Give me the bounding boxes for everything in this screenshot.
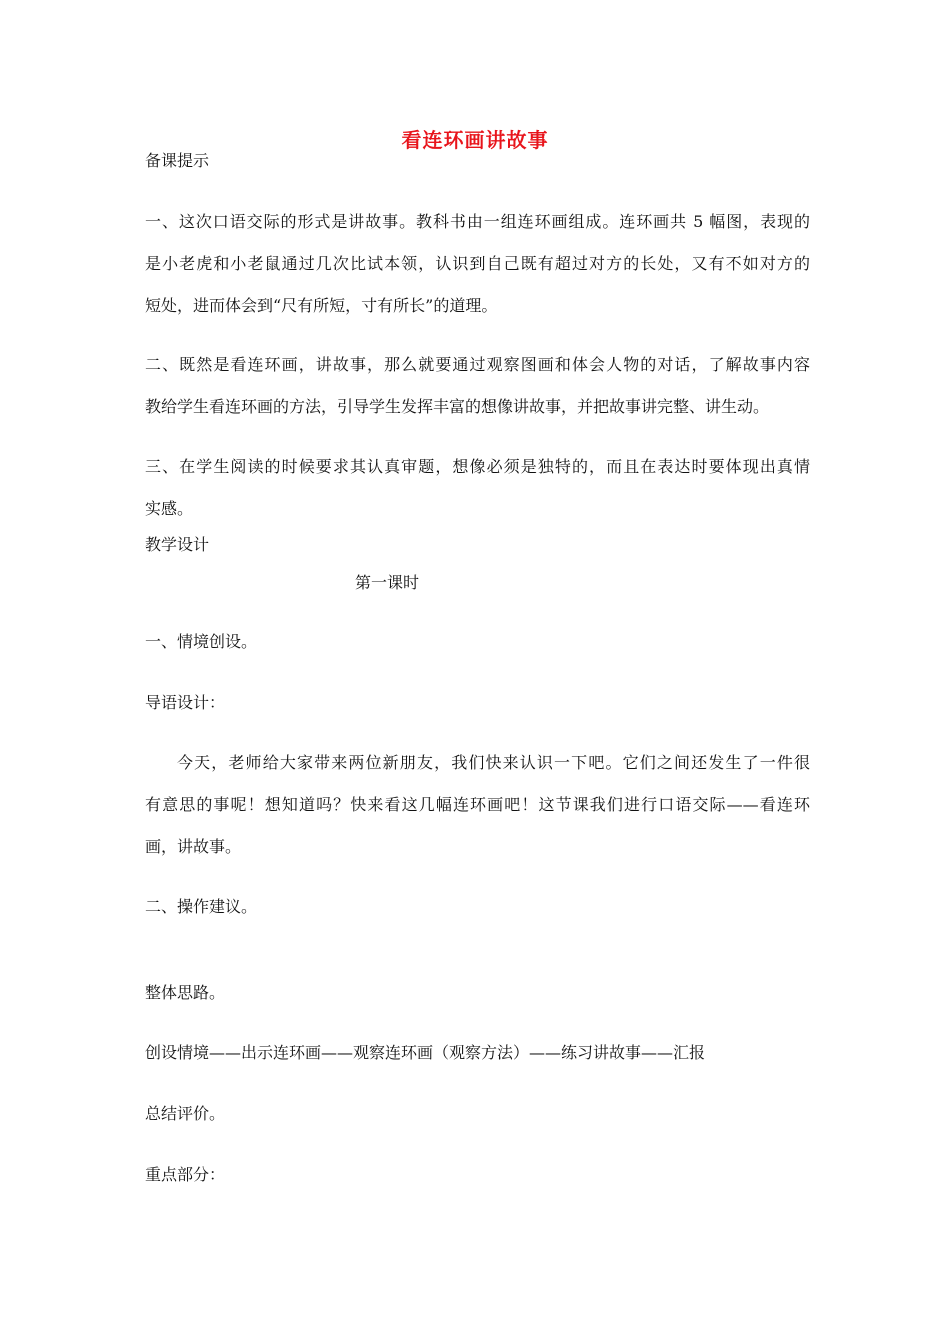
intro-para-line3: 画，讲故事。 [145, 837, 242, 856]
para3-line1: 三、在学生阅读的时候要求其认真审题，想像必须是独特的，而且在表达时要体现出真情 [145, 457, 810, 476]
key-label: 重点部分： [145, 1165, 226, 1184]
document-title: 看连环画讲故事 [401, 128, 549, 152]
section1-heading: 一、情境创设。 [145, 632, 258, 651]
para1-line1: 一、这次口语交际的形式是讲故事。教科书由一组连环画组成。连环画共 5 幅图，表现的 [145, 212, 810, 231]
lesson-label: 第一课时 [355, 573, 420, 592]
section2-heading: 二、操作建议。 [145, 897, 258, 916]
para1-line2: 是小老虎和小老鼠通过几次比试本领，认识到自己既有超过对方的长处，又有不如对方的 [145, 254, 810, 273]
para2-line2: 教给学生看连环画的方法，引导学生发挥丰富的想像讲故事，并把故事讲完整、讲生动。 [145, 397, 770, 416]
intro-label: 导语设计： [145, 693, 226, 712]
summary-line: 总结评价。 [145, 1104, 226, 1123]
para2-line1: 二、既然是看连环画，讲故事，那么就要通过观察图画和体会人物的对话，了解故事内容 [145, 355, 810, 374]
overall-label: 整体思路。 [145, 983, 226, 1002]
para1-line3: 短处，进而体会到“尺有所短，寸有所长”的道理。 [145, 296, 498, 315]
flow-line: 创设情境——出示连环画——观察连环画（观察方法）——练习讲故事——汇报 [145, 1043, 706, 1062]
design-heading: 教学设计 [145, 535, 210, 554]
para3-line2: 实感。 [145, 499, 194, 518]
intro-para-line2: 有意思的事呢！想知道吗？快来看这几幅连环画吧！这节课我们进行口语交际——看连环 [145, 795, 810, 814]
prep-heading: 备课提示 [145, 151, 210, 170]
intro-para-line1: 今天，老师给大家带来两位新朋友，我们快来认识一下吧。它们之间还发生了一件很 [177, 753, 810, 772]
